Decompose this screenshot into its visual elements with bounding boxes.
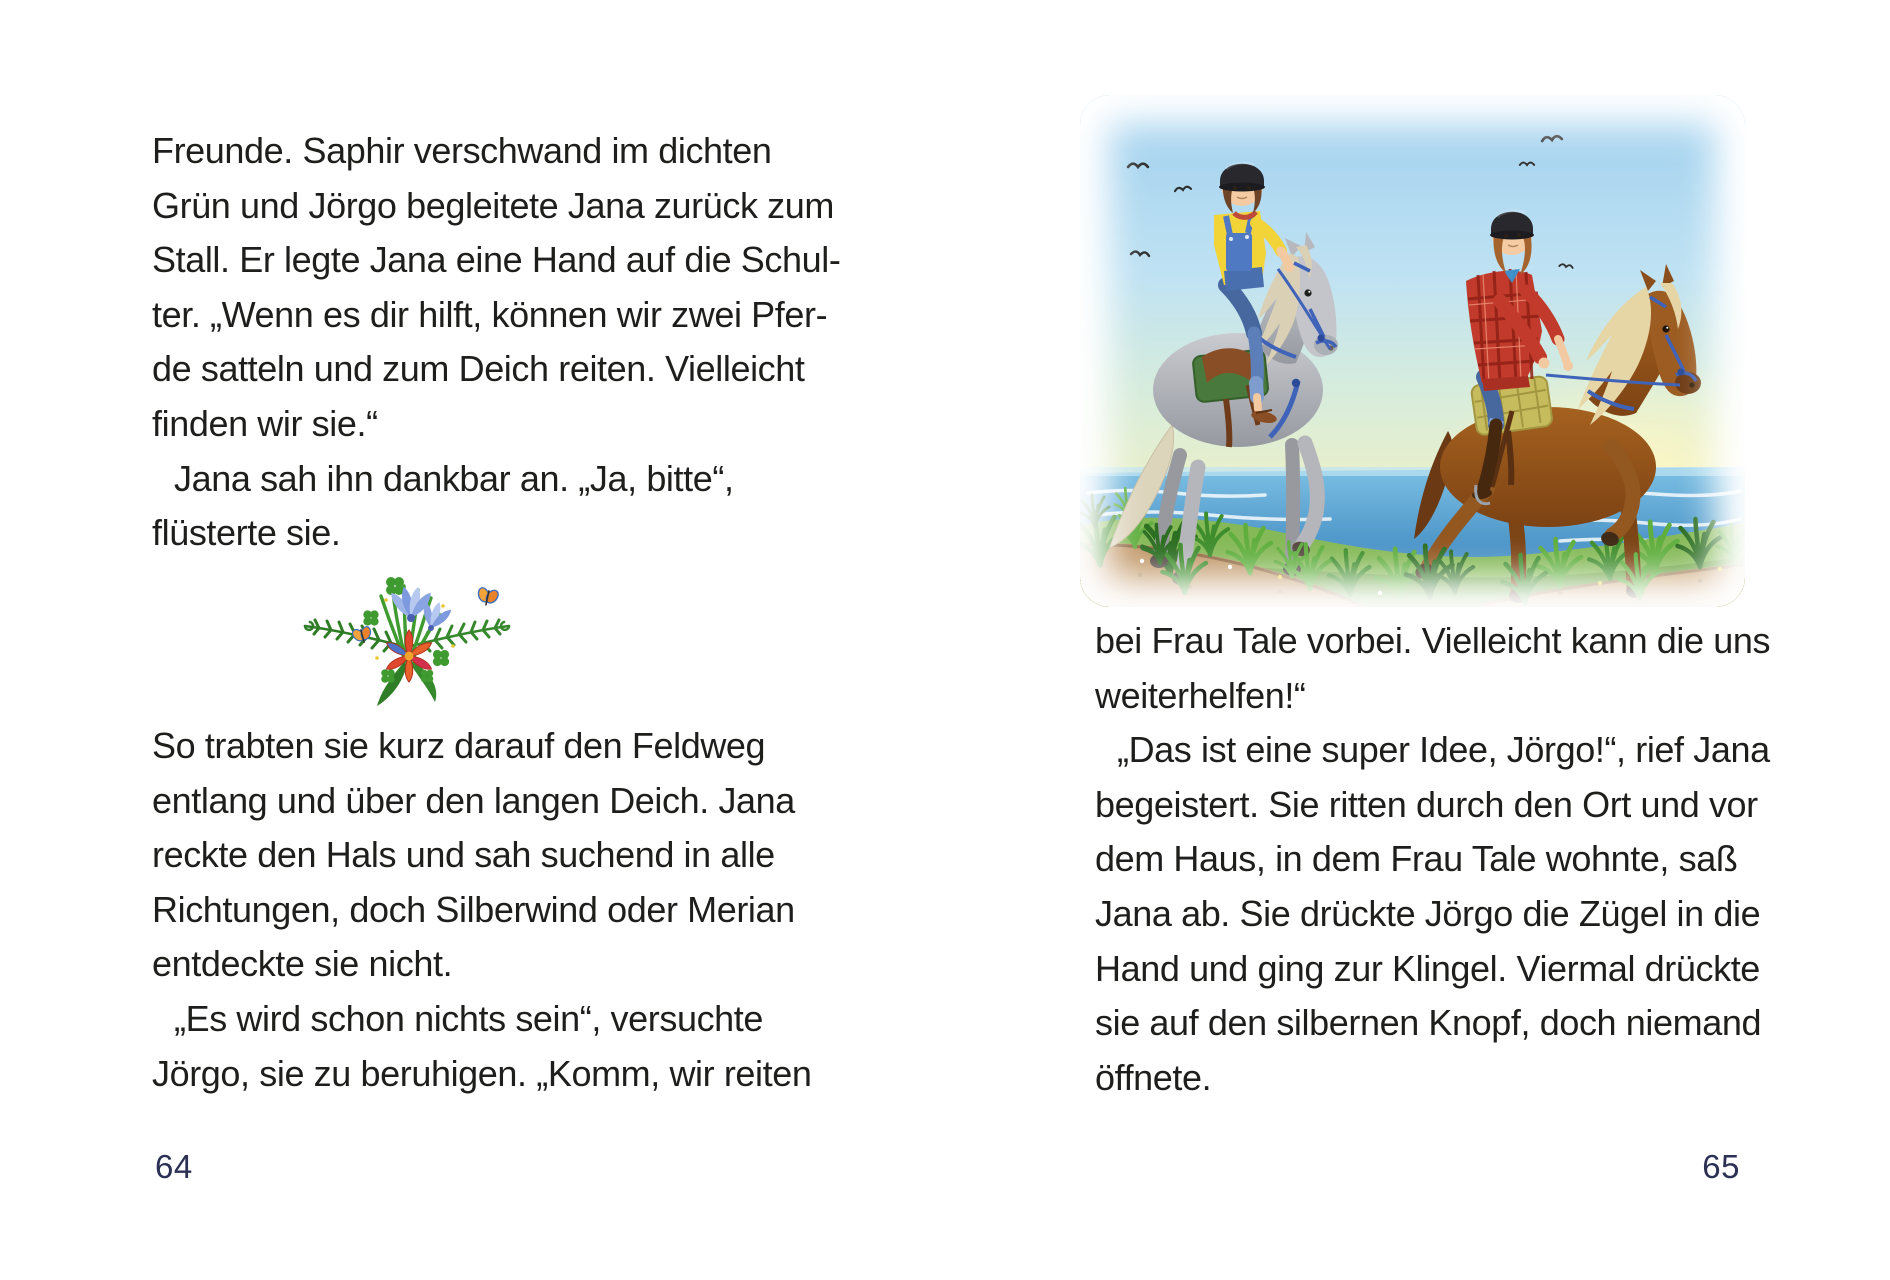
text-line: Richtungen, doch Silberwind oder Merian	[152, 888, 795, 930]
text-line: bei Frau Tale vorbei. Vielleicht kann die uns	[1095, 620, 1771, 661]
horses-riding-illustration	[1080, 95, 1745, 607]
text-line: Freunde. Saphir verschwand im dichten	[152, 130, 772, 171]
text-line: Hand und ging zur Klingel. Viermal drückte	[1095, 947, 1760, 989]
text-line: begeistert. Sie ritten durch den Ort und vor	[1095, 783, 1758, 825]
right-page-text	[1095, 614, 1770, 1105]
text-line: ter. „Wenn es dir hilft, können wir zwei Pfer-	[152, 293, 828, 335]
text-line: So trabten sie kurz darauf den Feldweg	[152, 725, 766, 766]
text-line: dem Haus, in dem Frau Tale wohnte, saß	[1095, 838, 1738, 880]
text-line: finden wir sie.“	[152, 402, 378, 444]
text-line: weiterhelfen!“	[1095, 674, 1306, 716]
text-line: Stall. Er legte Jana eine Hand auf die Schul-	[152, 239, 841, 281]
text-line: Jana ab. Sie drückte Jörgo die Zügel in die	[1095, 892, 1761, 934]
text-line: „Es wird schon nichts sein“, versuchte	[174, 997, 764, 1039]
left-page-text-lower	[152, 719, 811, 1101]
text-line: entlang und über den langen Deich. Jana	[152, 779, 795, 821]
text-line: Jörgo, sie zu beruhigen. „Komm, wir reiten	[152, 1052, 812, 1094]
text-line: öffnete.	[1095, 1056, 1212, 1098]
text-line: Jana sah ihn dankbar an. „Ja, bitte“,	[174, 457, 734, 499]
text-line: „Das ist eine super Idee, Jörgo!“, rief Jana	[1117, 729, 1770, 771]
flower-ornament-illustration	[291, 566, 523, 712]
text-line: Grün und Jörgo begleitete Jana zurück zum	[152, 184, 834, 226]
text-line: de satteln und zum Deich reiten. Vielleicht	[152, 348, 805, 390]
text-line: entdeckte sie nicht.	[152, 943, 453, 985]
text-line: flüsterte sie.	[152, 512, 341, 554]
text-line: reckte den Hals und sah suchend in alle	[152, 834, 775, 876]
left-page-text-upper	[152, 124, 840, 561]
page-number-right: 65	[1702, 1148, 1740, 1185]
text-line: sie auf den silbernen Knopf, doch niemand	[1095, 1002, 1762, 1044]
page-number-left: 64	[155, 1148, 193, 1185]
